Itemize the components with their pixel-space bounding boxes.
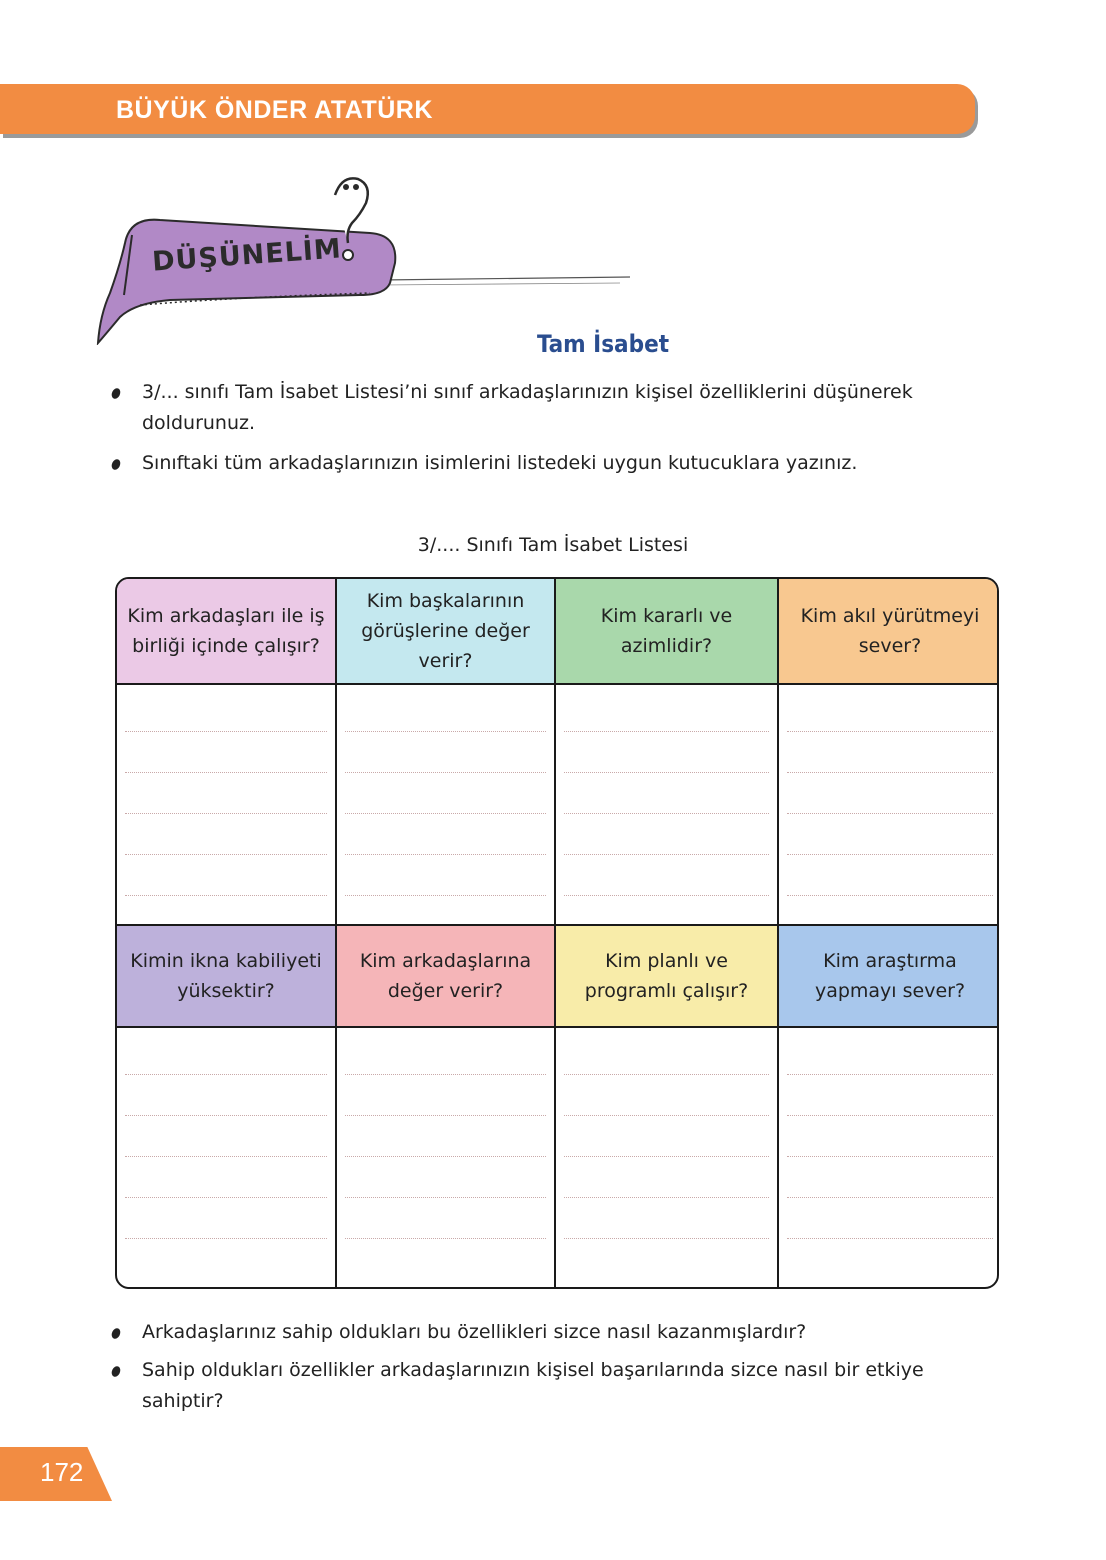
writing-line <box>345 1197 546 1198</box>
writing-line <box>125 1238 327 1239</box>
writing-line <box>125 731 327 732</box>
writing-line <box>787 1074 993 1075</box>
bullet-icon <box>110 1365 122 1378</box>
writing-line <box>345 1238 546 1239</box>
writing-line <box>787 731 993 732</box>
grid-divider <box>335 579 337 1287</box>
writing-line <box>564 813 769 814</box>
activity-title: Tam İsabet <box>536 330 670 358</box>
writing-line <box>564 1197 769 1198</box>
table-title: 3/.... Sınıfı Tam İsabet Listesi <box>417 534 689 556</box>
traits-grid <box>115 577 999 1289</box>
bullet-icon <box>110 387 122 400</box>
grid-divider <box>117 683 997 685</box>
writing-line <box>125 895 327 896</box>
writing-line <box>345 1074 546 1075</box>
writing-line <box>564 895 769 896</box>
writing-line <box>787 854 993 855</box>
writing-line <box>564 772 769 773</box>
writing-line <box>125 1115 327 1116</box>
bullet-icon <box>110 458 122 471</box>
trait-header-cell: Kim kararlı ve azimlidir? <box>556 579 777 683</box>
writing-line <box>787 1197 993 1198</box>
writing-line <box>125 1074 327 1075</box>
writing-line <box>345 895 546 896</box>
question-item: Arkadaşlarınız sahip oldukları bu özellikleri sizce nasıl kazanmışlardır? <box>112 1317 1007 1348</box>
trait-header-cell: Kim akıl yürütmeyi sever? <box>779 579 999 683</box>
writing-line <box>787 1238 993 1239</box>
writing-line <box>564 1156 769 1157</box>
writing-line <box>787 1115 993 1116</box>
writing-line <box>564 1115 769 1116</box>
writing-line <box>345 731 546 732</box>
writing-line <box>345 1115 546 1116</box>
grid-divider <box>117 1026 997 1028</box>
trait-header-cell: Kim arkadaşları ile iş birliği içinde çalışır? <box>117 579 335 683</box>
writing-line <box>125 1197 327 1198</box>
writing-line <box>787 895 993 896</box>
grid-divider <box>117 924 997 926</box>
writing-line <box>345 1156 546 1157</box>
trait-header-cell: Kim başkalarının görüşlerine değer verir? <box>337 579 554 683</box>
writing-line <box>125 772 327 773</box>
writing-line <box>787 772 993 773</box>
trait-header-cell: Kim arkadaşlarına değer verir? <box>337 926 554 1026</box>
writing-line <box>345 854 546 855</box>
instruction-item: Sınıftaki tüm arkadaşlarınızın isimlerini listedeki uygun kutucuklara yazınız. <box>112 448 1007 479</box>
badge-shape <box>98 220 395 343</box>
trait-header-cell: Kimin ikna kabiliyeti yüksektir? <box>117 926 335 1026</box>
writing-line <box>125 854 327 855</box>
writing-line <box>125 813 327 814</box>
writing-line <box>564 731 769 732</box>
trait-header-cell: Kim planlı ve programlı çalışır? <box>556 926 777 1026</box>
badge-label: DÜŞÜNELİM <box>151 233 343 278</box>
trait-header-cell: Kim araştırma yapmayı sever? <box>779 926 999 1026</box>
bullet-icon <box>110 1327 122 1340</box>
page-number: 172 <box>40 1457 84 1487</box>
writing-line <box>564 1074 769 1075</box>
grid-divider <box>554 579 556 1287</box>
instruction-item: 3/... sınıfı Tam İsabet Listesi’ni sınıf arkadaşlarınızın kişisel özelliklerini düşünerek doldurunuz. <box>112 377 1007 439</box>
chapter-title: BÜYÜK ÖNDER ATATÜRK <box>116 96 433 124</box>
writing-line <box>787 813 993 814</box>
writing-line <box>564 1238 769 1239</box>
writing-line <box>345 772 546 773</box>
question-item: Sahip oldukları özellikler arkadaşlarınızın kişisel başarılarında sizce nasıl bir etkiye sahiptir? <box>112 1355 1007 1417</box>
writing-line <box>787 1156 993 1157</box>
writing-line <box>564 854 769 855</box>
writing-line <box>345 813 546 814</box>
writing-line <box>125 1156 327 1157</box>
grid-divider <box>777 579 779 1287</box>
